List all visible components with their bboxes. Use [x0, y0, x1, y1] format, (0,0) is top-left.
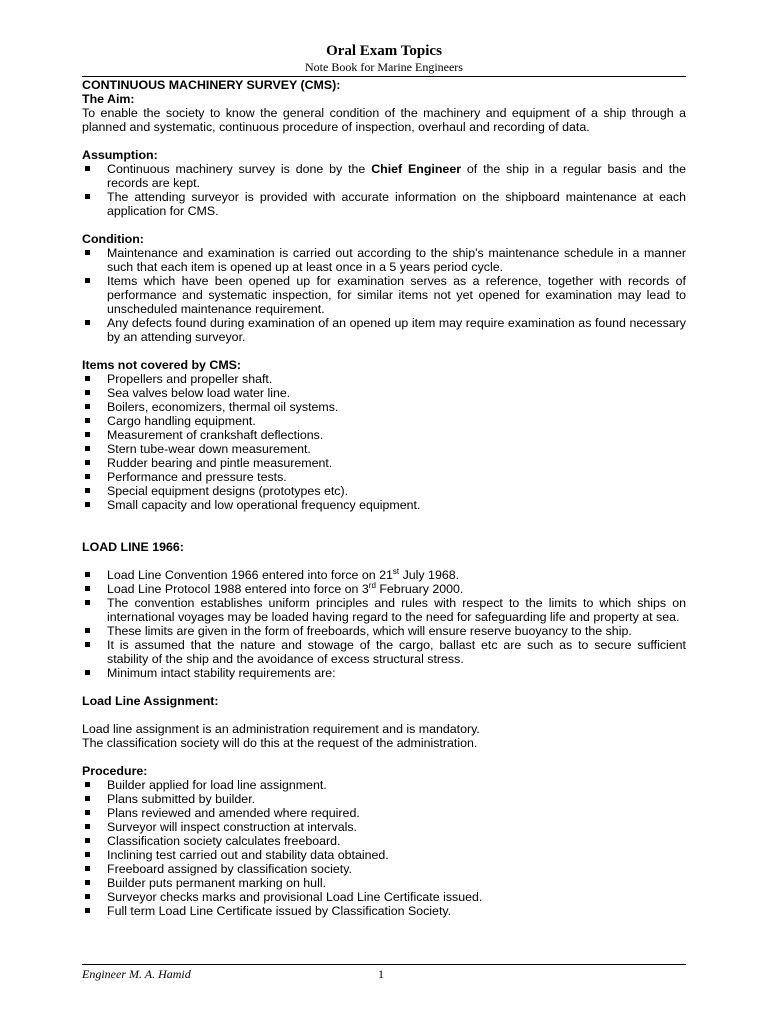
condition-list: [82, 246, 686, 344]
assumption-list: [82, 162, 686, 218]
list-item: It is assumed that the nature and stowage of the cargo, ballast etc are such as to secure sufficient stability of the ship and the avoidance of excess structural stress.: [82, 638, 686, 666]
spacer: [82, 512, 686, 526]
assignment-line: Load line assignment is an administration requirement and is mandatory.: [82, 722, 480, 736]
list-item: These limits are given in the form of freeboards, which will ensure reserve buoyancy to the ship.: [82, 624, 686, 638]
list-item: Stern tube-wear down measurement.: [82, 442, 686, 456]
spacer: [82, 554, 686, 568]
list-item: Items which have been opened up for examination serves as a reference, together with records of performance and systematic inspection, for similar items not yet opened for examination may lead to unscheduled maintenance requirement.: [82, 274, 686, 316]
assignment-line: The classification society will do this at the request of the administration.: [82, 736, 478, 750]
list-item: Plans submitted by builder.: [82, 792, 686, 806]
condition-heading: Condition:: [82, 232, 144, 246]
list-item: [82, 162, 686, 190]
list-item: Inclining test carried out and stability data obtained.: [82, 848, 686, 862]
cms-heading: CONTINUOUS MACHINERY SURVEY (CMS):: [82, 78, 341, 92]
procedure-heading: Procedure:: [82, 764, 148, 778]
page-number: 1: [378, 967, 384, 981]
footer-author: Engineer M. A. Hamid: [82, 967, 191, 981]
list-item: Propellers and propeller shaft.: [82, 372, 686, 386]
page-title: Oral Exam Topics: [326, 43, 442, 59]
loadline-list: [82, 568, 686, 680]
item-text: of the ship in a regular basis and the records are kept.: [107, 162, 687, 190]
header-divider: [82, 76, 686, 77]
not-covered-list: [82, 372, 686, 512]
spacer: [82, 526, 686, 540]
footer-divider: [82, 964, 686, 965]
list-item: Full term Load Line Certificate issued by Classification Society.: [82, 904, 686, 918]
assumption-heading: Assumption:: [82, 148, 158, 162]
page-header: [82, 42, 686, 74]
spacer: [82, 218, 686, 232]
item-text: Continuous machinery survey is done by the: [107, 162, 372, 176]
loadline-heading: LOAD LINE 1966:: [82, 540, 184, 554]
list-item: Classification society calculates freeboard.: [82, 834, 686, 848]
list-item: Builder puts permanent marking on hull.: [82, 876, 686, 890]
page-content: [82, 78, 686, 918]
aim-heading: The Aim:: [82, 92, 135, 106]
spacer: [82, 708, 686, 722]
not-covered-heading: Items not covered by CMS:: [82, 358, 242, 372]
list-item: Rudder bearing and pintle measurement.: [82, 456, 686, 470]
procedure-list: [82, 778, 686, 918]
item-bold-text: Chief Engineer: [371, 162, 462, 176]
list-item: Performance and pressure tests.: [82, 470, 686, 484]
aim-text: To enable the society to know the general condition of the machinery and equipment of a ship through a planned and systematic, continuous procedure of inspection, overhaul and recording of data.: [82, 106, 686, 134]
item-text: February 2000.: [375, 582, 464, 596]
list-item: Any defects found during examination of an opened up item may require examination as found necessary by an attending surveyor.: [82, 316, 686, 344]
list-item: Maintenance and examination is carried out according to the ship's maintenance schedule in a manner such that each item is opened up at least once in a 5 years period cycle.: [82, 246, 686, 274]
list-item: [82, 582, 686, 596]
list-item: Minimum intact stability requirements are:: [82, 666, 686, 680]
list-item: The attending surveyor is provided with accurate information on the shipboard maintenance at each application for CMS.: [82, 190, 686, 218]
spacer: [82, 134, 686, 148]
item-text: July 1968.: [399, 568, 460, 582]
spacer: [82, 750, 686, 764]
item-text: Load Line Convention 1966 entered into force on 21: [107, 568, 393, 582]
list-item: Measurement of crankshaft deflections.: [82, 428, 686, 442]
list-item: Small capacity and low operational frequency equipment.: [82, 498, 686, 512]
page-subtitle: Note Book for Marine Engineers: [305, 60, 463, 74]
ordinal-suffix: st: [392, 567, 400, 576]
assignment-heading: Load Line Assignment:: [82, 694, 219, 708]
list-item: Freeboard assigned by classification society.: [82, 862, 686, 876]
spacer: [82, 344, 686, 358]
ordinal-suffix: rd: [368, 581, 376, 590]
list-item: Surveyor will inspect construction at intervals.: [82, 820, 686, 834]
list-item: Cargo handling equipment.: [82, 414, 686, 428]
list-item: Sea valves below load water line.: [82, 386, 686, 400]
list-item: The convention establishes uniform principles and rules with respect to the limits to which ships on international voyages may be loaded having regard to the need for safeguarding life and property at sea.: [82, 596, 686, 624]
list-item: Builder applied for load line assignment.: [82, 778, 686, 792]
list-item: [82, 568, 686, 582]
item-text: Load Line Protocol 1988 entered into force on 3: [107, 582, 369, 596]
list-item: Plans reviewed and amended where required.: [82, 806, 686, 820]
list-item: Boilers, economizers, thermal oil systems.: [82, 400, 686, 414]
spacer: [82, 680, 686, 694]
list-item: Special equipment designs (prototypes etc).: [82, 484, 686, 498]
list-item: Surveyor checks marks and provisional Load Line Certificate issued.: [82, 890, 686, 904]
